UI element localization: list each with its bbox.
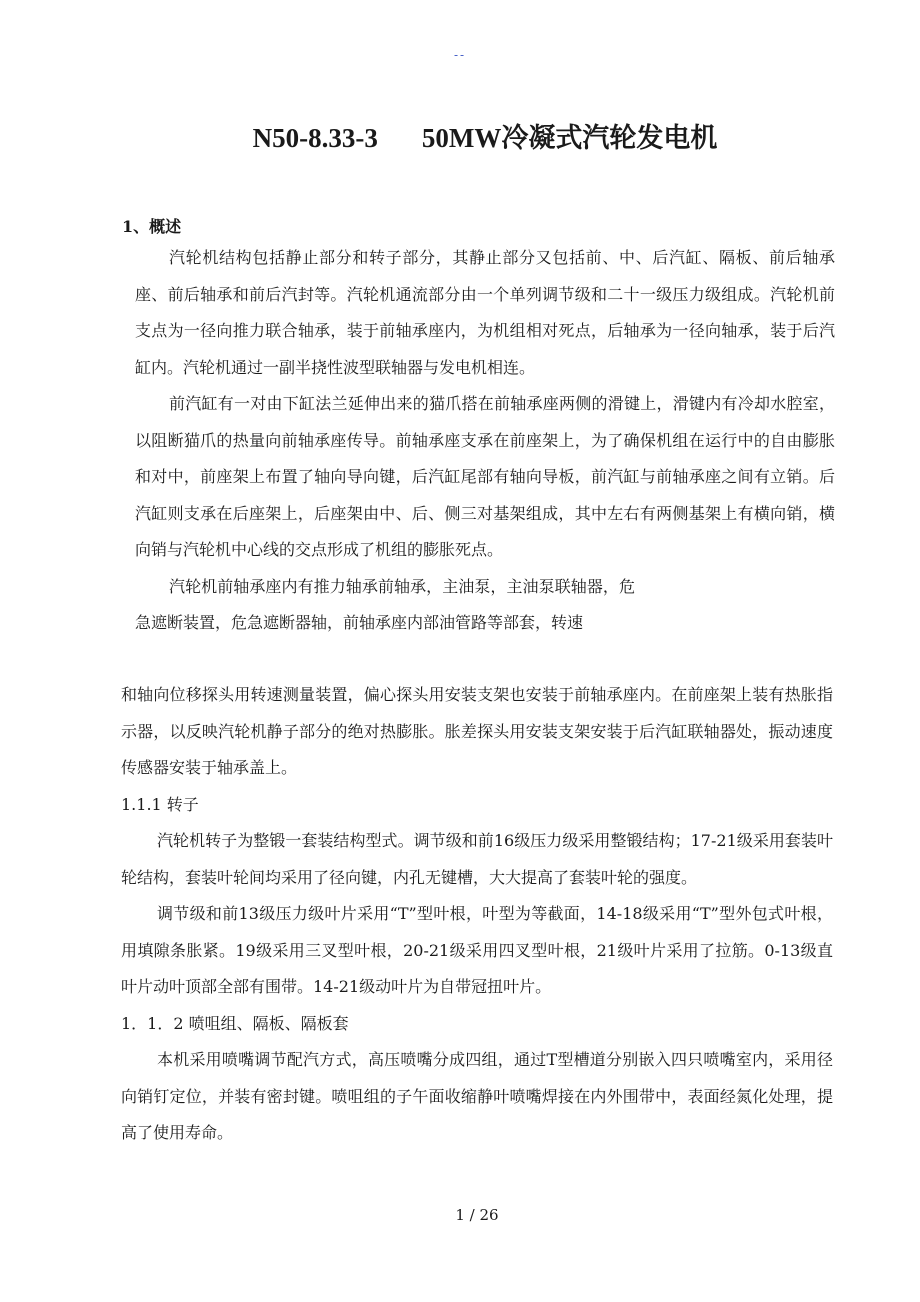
paragraph: 前汽缸有一对由下缸法兰延伸出来的猫爪搭在前轴承座两侧的滑键上，滑键内有冷却水腔室，以阻断猫爪的热量向前轴承座传导。前轴承座支承在前座架上，为了确保机组在运行中的自由膨胀和对中，前座架上布置了轴向导向键，后汽缸尾部有轴向导板，前汽缸与前轴承座之间有立销。后汽缸则支承在后座架上，后座架由中、后、侧三对基架组成，其中左右有两侧基架上有横向销，横向销与汽轮机中心线的交点形成了机组的膨胀死点。 bbox=[135, 394, 835, 559]
header-mark: -- bbox=[453, 48, 467, 62]
subsection-heading-nozzle: 1．1．2 喷咀组、隔板、隔板套 bbox=[121, 1013, 349, 1033]
document-title bbox=[0, 116, 920, 155]
subsection-heading-rotor: 1.1.1 转子 bbox=[121, 794, 199, 814]
paragraph: 本机采用喷嘴调节配汽方式，高压喷嘴分成四组，通过T型槽道分别嵌入四只喷嘴室内，采用径向销钉定位，并装有密封键。喷咀组的子午面收缩静叶喷嘴焊接在内外围带中，表面经氮化处理，提高了使用寿命。 bbox=[121, 1050, 833, 1142]
paragraph: 调节级和前13级压力级叶片采用“T”型叶根，叶型为等截面，14-18级采用“T”型外包式叶根，用填隙条胀紧。19级采用三叉型叶根，20-21级采用四叉型叶根，21级叶片采用了拉筋。0-13级直叶片动叶顶部全部有围带。14-21级动叶片为自带冠扭叶片。 bbox=[121, 904, 833, 996]
body-section bbox=[121, 677, 833, 1152]
title-model: N50-8.33-3 bbox=[252, 123, 378, 153]
paragraph: 汽轮机转子为整锻一套装结构型式。调节级和前16级压力级采用整锻结构；17-21级采用套装叶轮结构，套装叶轮间均采用了径向键，内孔无键槽，大大提高了套装叶轮的强度。 bbox=[121, 831, 833, 887]
paragraph: 和轴向位移探头用转速测量装置，偏心探头用安装支架也安装于前轴承座内。在前座架上装有热胀指示器，以反映汽轮机静子部分的绝对热膨胀。胀差探头用安装支架安装于后汽缸联轴器处，振动速度传感器安装于轴承盖上。 bbox=[121, 685, 833, 777]
section-heading-overview: 1、概述 bbox=[122, 217, 182, 236]
page-number: 1 / 26 bbox=[455, 1206, 499, 1224]
title-name: 50MW冷凝式汽轮发电机 bbox=[421, 123, 718, 153]
overview-section bbox=[135, 240, 835, 642]
paragraph: 汽轮机前轴承座内有推力轴承前轴承，主油泵，主油泵联轴器，危急遮断装置，危急遮断器轴，前轴承座内部油管路等部套，转速 bbox=[135, 576, 635, 632]
paragraph: 汽轮机结构包括静止部分和转子部分，其静止部分又包括前、中、后汽缸、隔板、前后轴承座、前后轴承和前后汽封等。汽轮机通流部分由一个单列调节级和二十一级压力级组成。汽轮机前支点为一径向推力联合轴承，装于前轴承座内，为机组相对死点，后轴承为一径向轴承，装于后汽缸内。汽轮机通过一副半挠性波型联轴器与发电机相连。 bbox=[135, 248, 835, 377]
